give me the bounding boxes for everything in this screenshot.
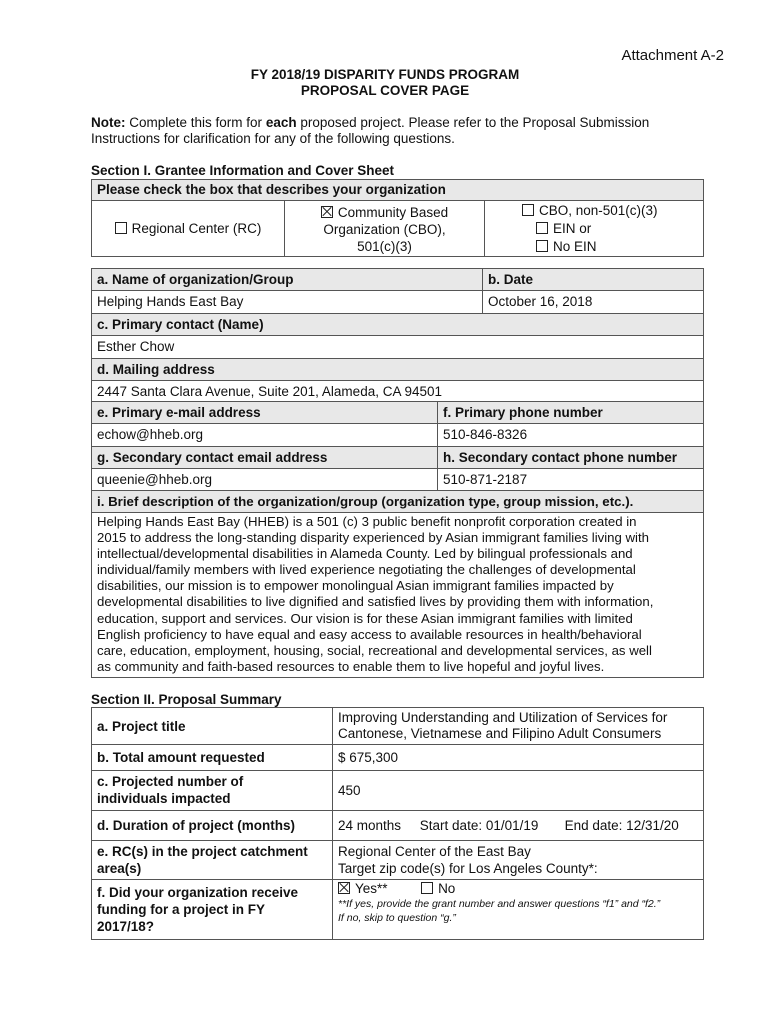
secondary-phone-label: h. Secondary contact phone number bbox=[438, 447, 704, 469]
duration-label: d. Duration of project (months) bbox=[92, 811, 333, 841]
project-title-label: a. Project title bbox=[92, 708, 333, 745]
description-line: as community and faith-based resources to enable them to live hopeful and joyful lives. bbox=[97, 658, 605, 674]
projected-number-label-line2: individuals impacted bbox=[97, 791, 231, 806]
secondary-email-value[interactable]: queenie@hheb.org bbox=[92, 469, 438, 492]
prior-funding-note-line2: If no, skip to question “g.” bbox=[338, 912, 456, 924]
date-value[interactable]: October 16, 2018 bbox=[483, 291, 704, 314]
rc-catchment-line2: Target zip code(s) for Los Angeles County*: bbox=[338, 861, 598, 876]
proposal-summary-table bbox=[91, 707, 704, 940]
note-label: Note: bbox=[91, 115, 126, 130]
primary-phone-value[interactable]: 510-846-8326 bbox=[438, 424, 704, 447]
prior-funding-label bbox=[92, 880, 333, 940]
prior-funding-label-line2: funding for a project in FY bbox=[97, 902, 265, 917]
mailing-address-label: d. Mailing address bbox=[92, 359, 704, 381]
option-non501[interactable] bbox=[485, 201, 704, 257]
description-line: English proficiency to have equal and easy access to available resources in health/behavioral bbox=[97, 626, 642, 642]
description-line: 2015 to address the long-standing disparity experienced by Asian immigrant families living with bbox=[97, 530, 649, 546]
option-ein-label: EIN or bbox=[553, 221, 592, 236]
project-title-value[interactable] bbox=[333, 708, 704, 745]
description-line: developmental disabilities to live dignified and satisfied lives by providing them with information, bbox=[97, 594, 654, 610]
note-text-post: proposed project. Please refer to the Proposal Submission bbox=[300, 115, 650, 130]
form-subtitle: PROPOSAL COVER PAGE bbox=[300, 83, 470, 98]
org-name-value[interactable]: Helping Hands East Bay bbox=[92, 291, 483, 314]
description-line: Helping Hands East Bay (HHEB) is a 501 (c) 3 public benefit nonprofit corporation created in bbox=[97, 514, 637, 529]
checkbox-non501[interactable] bbox=[522, 204, 534, 216]
option-cbo-line1: Community Based bbox=[337, 205, 449, 220]
secondary-phone-value[interactable]: 510-871-2187 bbox=[438, 469, 704, 492]
contact-info-table bbox=[91, 401, 704, 492]
project-title-line2: Cantonese, Vietnamese and Filipino Adult Consumers bbox=[338, 726, 662, 741]
attachment-label: Attachment A-2 bbox=[621, 47, 724, 64]
primary-email-value[interactable]: echow@hheb.org bbox=[92, 424, 438, 447]
checkbox-cbo-checked[interactable] bbox=[321, 206, 333, 218]
note-each: each bbox=[265, 115, 297, 130]
secondary-email-label: g. Secondary contact email address bbox=[92, 447, 438, 469]
date-label: b. Date bbox=[483, 269, 704, 291]
section1-heading: Section I. Grantee Information and Cover Sheet bbox=[91, 163, 395, 178]
note-text-line2: Instructions for clarification for any of the following questions. bbox=[91, 131, 455, 146]
duration-value[interactable]: 24 months Start date: 01/01/19 End date: 12/31/20 bbox=[333, 811, 704, 841]
projected-number-label-line1: c. Projected number of bbox=[97, 774, 244, 789]
primary-contact-label: c. Primary contact (Name) bbox=[92, 314, 704, 336]
option-rc[interactable] bbox=[92, 201, 285, 257]
option-rc-label: Regional Center (RC) bbox=[131, 221, 262, 236]
mailing-address-value[interactable]: 2447 Santa Clara Avenue, Suite 201, Alameda, CA 94501 bbox=[92, 381, 704, 404]
checkbox-no-ein[interactable] bbox=[536, 240, 548, 252]
description-value[interactable] bbox=[92, 513, 704, 678]
description-table bbox=[91, 490, 704, 678]
rc-catchment-label bbox=[92, 841, 333, 880]
rc-catchment-value[interactable] bbox=[333, 841, 704, 880]
note-paragraph bbox=[91, 115, 711, 147]
prior-funding-label-line1: f. Did your organization receive bbox=[97, 885, 299, 900]
primary-phone-label: f. Primary phone number bbox=[438, 402, 704, 424]
projected-number-value[interactable]: 450 bbox=[333, 771, 704, 811]
option-cbo-line3: 501(c)(3) bbox=[357, 239, 412, 254]
checkbox-rc[interactable] bbox=[115, 222, 127, 234]
description-line: care, education, employment, housing, social, recreational and developmental services, as well bbox=[97, 642, 652, 658]
total-amount-value[interactable]: $ 675,300 bbox=[333, 745, 704, 771]
projected-number-label bbox=[92, 771, 333, 811]
option-non501-label: CBO, non-501(c)(3) bbox=[539, 203, 658, 218]
rc-catchment-label-line1: e. RC(s) in the project catchment bbox=[97, 844, 308, 859]
rc-catchment-line1: Regional Center of the East Bay bbox=[338, 844, 531, 859]
org-type-table bbox=[91, 179, 704, 257]
section2-heading: Section II. Proposal Summary bbox=[91, 692, 282, 707]
checkbox-no[interactable] bbox=[421, 882, 433, 894]
description-label: i. Brief description of the organization/group (organization type, group mission, etc.). bbox=[92, 491, 704, 513]
prior-funding-label-line3: 2017/18? bbox=[97, 919, 155, 934]
org-type-header: Please check the box that describes your organization bbox=[92, 180, 704, 201]
option-no-ein-label: No EIN bbox=[553, 239, 597, 254]
note-text-pre: Complete this form for bbox=[129, 115, 263, 130]
project-title-line1: Improving Understanding and Utilization of Services for bbox=[338, 710, 668, 725]
description-line: intellectual/developmental disabilities in Alameda County. Led by bilingual professionals and bbox=[97, 546, 633, 562]
description-line: education, support and services. Our vision is for these Asian immigrant families with limited bbox=[97, 610, 633, 626]
prior-funding-no[interactable] bbox=[421, 881, 455, 896]
prior-funding-value bbox=[333, 880, 704, 940]
checkbox-ein[interactable] bbox=[536, 222, 548, 234]
total-amount-label: b. Total amount requested bbox=[92, 745, 333, 771]
prior-funding-note-line1: **If yes, provide the grant number and answer questions “f1” and “f2.” bbox=[338, 898, 661, 910]
option-cbo-line2: Organization (CBO), bbox=[323, 222, 446, 237]
option-cbo[interactable] bbox=[285, 201, 485, 257]
prior-funding-yes[interactable] bbox=[338, 881, 388, 896]
checkbox-yes-checked[interactable] bbox=[338, 882, 350, 894]
yes-label: Yes** bbox=[355, 881, 388, 896]
primary-contact-value[interactable]: Esther Chow bbox=[92, 336, 704, 359]
grantee-info-table bbox=[91, 268, 704, 404]
org-name-label: a. Name of organization/Group bbox=[92, 269, 483, 291]
description-line: individual/family members with lived experience negotiating the challenges of developmental bbox=[97, 562, 636, 578]
description-line: disabilities, our mission is to empower monolingual Asian immigrant families impacted by bbox=[97, 578, 614, 594]
primary-email-label: e. Primary e-mail address bbox=[92, 402, 438, 424]
rc-catchment-label-line2: area(s) bbox=[97, 861, 142, 876]
form-title: FY 2018/19 DISPARITY FUNDS PROGRAM bbox=[250, 67, 520, 82]
no-label: No bbox=[438, 881, 456, 896]
